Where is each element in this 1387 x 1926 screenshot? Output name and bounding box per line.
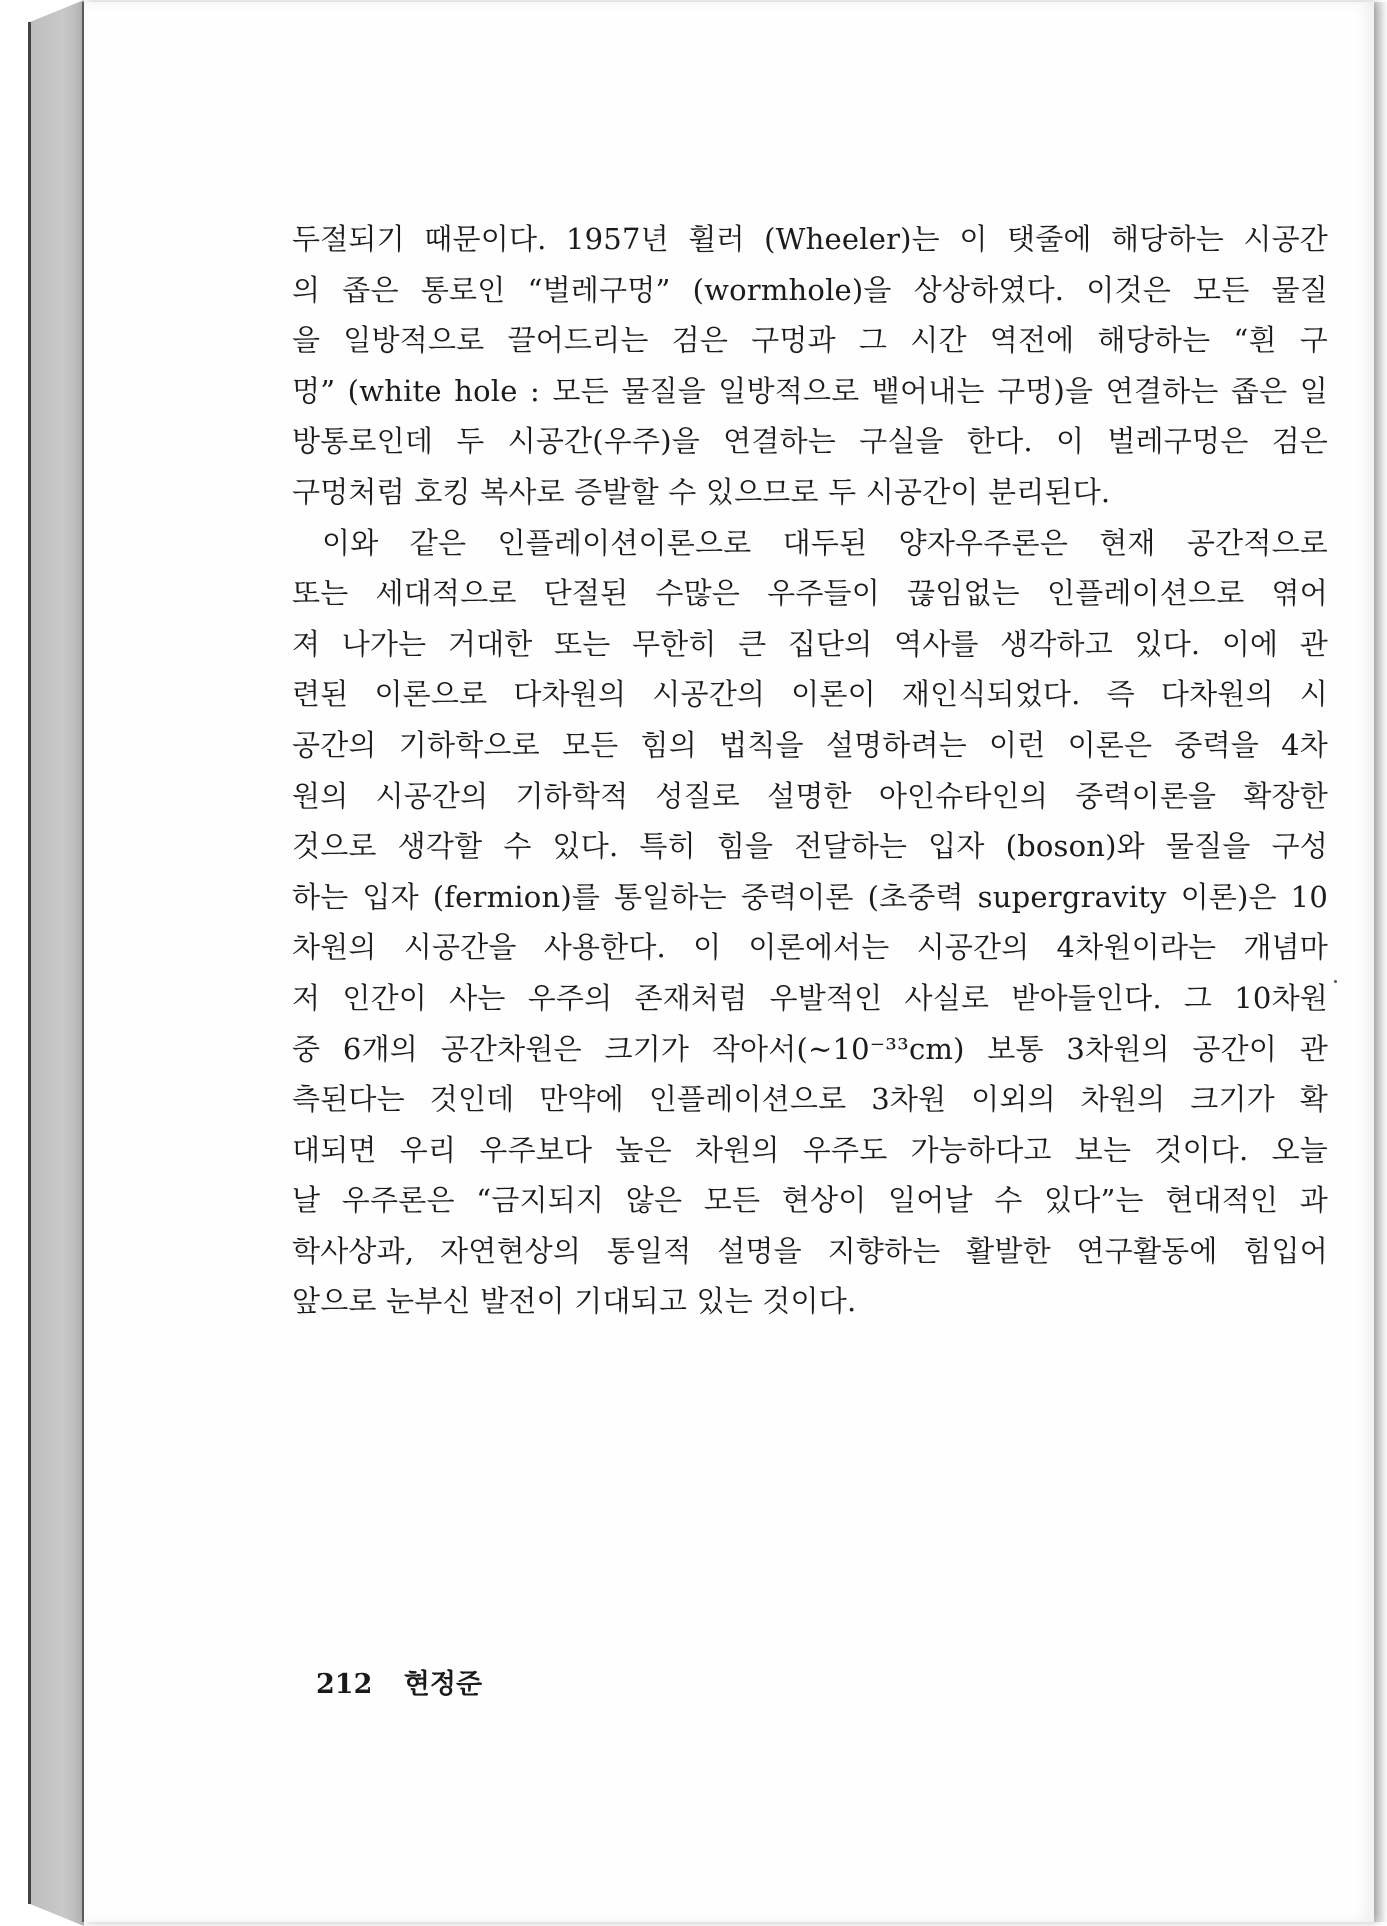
text-line-3: 을 일방적으로 끌어드리는 검은 구멍과 그 시간 역전에 해당하는 “흰 구 [292,323,1328,358]
book-spine [30,0,84,1926]
text-line-22: 앞으로 눈부신 발전이 기대되고 있는 것이다. [292,1284,857,1319]
page-footer [316,1662,482,1701]
page-number: 212 [316,1669,373,1700]
text-line-6: 구멍처럼 호킹 복사로 증발할 수 있으므로 두 시공간이 분리된다. [292,474,1111,509]
text-line-17: 중 6개의 공간차원은 크기가 작아서(~10⁻³³cm) 보통 3차원의 공간이 관 [292,1031,1328,1066]
text-line-2: 의 좁은 통로인 “벌레구멍” (wormhole)을 상상하였다. 이것은 모든 물질 [292,272,1328,307]
text-line-7: 이와 같은 인플레이션이론으로 대두된 양자우주론은 현재 공간적으로 [322,525,1328,560]
text-line-9: 져 나가는 거대한 또는 무한히 큰 집단의 역사를 생각하고 있다. 이에 관 [292,626,1328,661]
text-line-10: 련된 이론으로 다차원의 시공간의 이론이 재인식되었다. 즉 다차원의 시 [292,677,1328,712]
text-line-13: 것으로 생각할 수 있다. 특히 힘을 전달하는 입자 (boson)와 물질을 구성 [292,829,1328,864]
text-line-5: 방통로인데 두 시공간(우주)을 연결하는 구실을 한다. 이 벌레구멍은 검은 [292,424,1328,459]
book-spine-edge [28,22,31,1904]
text-line-16: 저 인간이 사는 우주의 존재처럼 우발적인 사실로 받아들인다. 그 10차원 [292,980,1328,1015]
text-line-15: 차원의 시공간을 사용한다. 이 이론에서는 시공간의 4차원이라는 개념마 [292,930,1328,965]
text-line-18: 측된다는 것인데 만약에 인플레이션으로 3차원 이외의 차원의 크기가 확 [292,1082,1328,1117]
text-line-12: 원의 시공간의 기하학적 성질로 설명한 아인슈타인의 중력이론을 확장한 [292,778,1328,813]
book-page [82,2,1374,1922]
text-line-19: 대되면 우리 우주보다 높은 차원의 우주도 가능하다고 보는 것이다. 오늘 [292,1132,1328,1167]
body-text [292,214,1328,1327]
text-line-14: 하는 입자 (fermion)를 통일하는 중력이론 (초중력 supergravity 이론)은 10 [292,879,1328,914]
running-author: 현정준 [403,1669,483,1700]
text-line-20: 날 우주론은 “금지되지 않은 모든 현상이 일어날 수 있다”는 현대적인 과 [292,1183,1328,1218]
text-line-21: 학사상과, 자연현상의 통일적 설명을 지향하는 활발한 연구활동에 힘입어 [292,1233,1328,1268]
text-line-8: 또는 세대적으로 단절된 수많은 우주들이 끊임없는 인플레이션으로 엮어 [292,576,1328,611]
text-line-11: 공간의 기하학으로 모든 힘의 법칙을 설명하려는 이런 이론은 중력을 4차 [292,727,1328,762]
scan-speck [1334,980,1337,983]
text-line-1: 두절되기 때문이다. 1957년 휠러 (Wheeler)는 이 탯줄에 해당하는 시공간 [292,222,1328,256]
text-line-4: 멍” (white hole : 모든 물질을 일방적으로 뱉어내는 구멍)을 연결하는 좁은 일 [292,373,1328,408]
